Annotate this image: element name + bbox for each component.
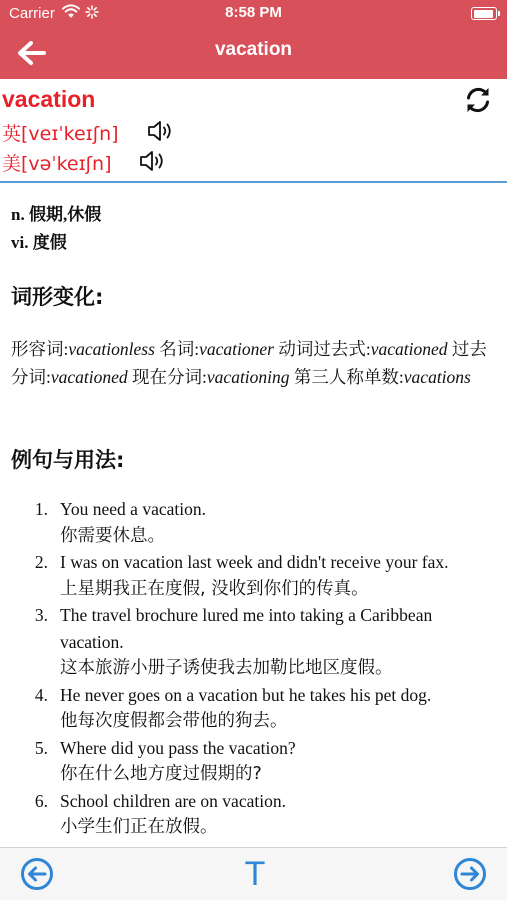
example-chinese: 你需要休息。 <box>60 525 165 546</box>
carrier-label: Carrier <box>9 5 55 22</box>
form-label: 第三人称单数: <box>293 367 404 387</box>
definition-verb: vi. 度假 <box>11 233 67 252</box>
definition-content[interactable] <box>0 185 507 847</box>
refresh-icon[interactable] <box>463 85 493 115</box>
form-label: 现在分词: <box>132 367 207 387</box>
example-chinese: 上星期我正在度假, 没收到你们的传真。 <box>60 578 369 599</box>
next-word-icon[interactable] <box>453 857 487 891</box>
example-english: The travel brochure lured me into taking a Caribbean vacation. <box>60 605 433 652</box>
form-value: vacationed <box>50 367 128 387</box>
nav-bar <box>0 28 507 79</box>
example-chinese: 你在什么地方度过假期的? <box>60 764 262 784</box>
uk-speaker-icon[interactable] <box>146 118 174 144</box>
uk-phonetic: 英[veɪˈkeɪʃn] <box>2 123 119 145</box>
battery-icon <box>471 7 497 20</box>
form-label: 形容词: <box>11 339 69 359</box>
definition-noun: n. 假期,休假 <box>11 205 102 224</box>
battery-level <box>474 10 494 18</box>
us-speaker-icon[interactable] <box>138 148 166 174</box>
form-value: vacations <box>403 367 471 387</box>
status-time: 8:58 PM <box>225 4 282 21</box>
list-item <box>26 682 496 735</box>
form-value: vacationless <box>68 339 155 359</box>
form-label: 动词过去式: <box>278 339 371 359</box>
previous-word-icon[interactable] <box>20 857 54 891</box>
example-chinese: 这本旅游小册子诱使我去加勒比地区度假。 <box>60 658 393 678</box>
example-number: 3. <box>34 605 48 625</box>
status-bar <box>0 0 507 28</box>
example-number: 5. <box>34 737 48 758</box>
font-size-label: T <box>244 855 266 893</box>
example-english: I was on vacation last week and didn't receive your fax. <box>60 552 449 572</box>
example-chinese: 他每次度假都会带他的狗去。 <box>60 711 288 731</box>
example-number: 6. <box>34 790 48 811</box>
example-english: School children are on vacation. <box>60 790 286 811</box>
form-value: vacationed <box>370 339 448 359</box>
form-label: 过去分词: <box>11 339 487 387</box>
list-item <box>26 549 496 602</box>
example-number: 4. <box>34 684 48 705</box>
page-title: vacation <box>214 39 293 60</box>
word-forms-title: 词形变化: <box>11 285 104 309</box>
word-header <box>0 79 507 183</box>
example-english: You need a vacation. <box>60 499 206 519</box>
list-item <box>26 735 496 788</box>
list-item <box>26 788 496 841</box>
bottom-toolbar <box>0 847 507 900</box>
form-value: vacationing <box>206 367 290 387</box>
example-list <box>26 496 496 867</box>
form-label: 名词: <box>159 339 200 359</box>
headword: vacation <box>2 86 96 112</box>
list-item <box>26 602 496 682</box>
font-size-icon[interactable] <box>240 855 270 891</box>
example-english: He never goes on a vacation but he takes his pet dog. <box>60 684 432 705</box>
examples-title: 例句与用法: <box>11 448 125 472</box>
us-phonetic: 美[vəˈkeɪʃn] <box>2 153 112 175</box>
example-number: 1. <box>34 499 48 519</box>
example-english: Where did you pass the vacation? <box>60 737 296 758</box>
form-value: vacationer <box>199 339 274 359</box>
list-item <box>26 496 496 549</box>
example-number: 2. <box>34 552 48 572</box>
example-chinese: 小学生们正在放假。 <box>60 817 218 837</box>
word-forms <box>11 335 491 391</box>
